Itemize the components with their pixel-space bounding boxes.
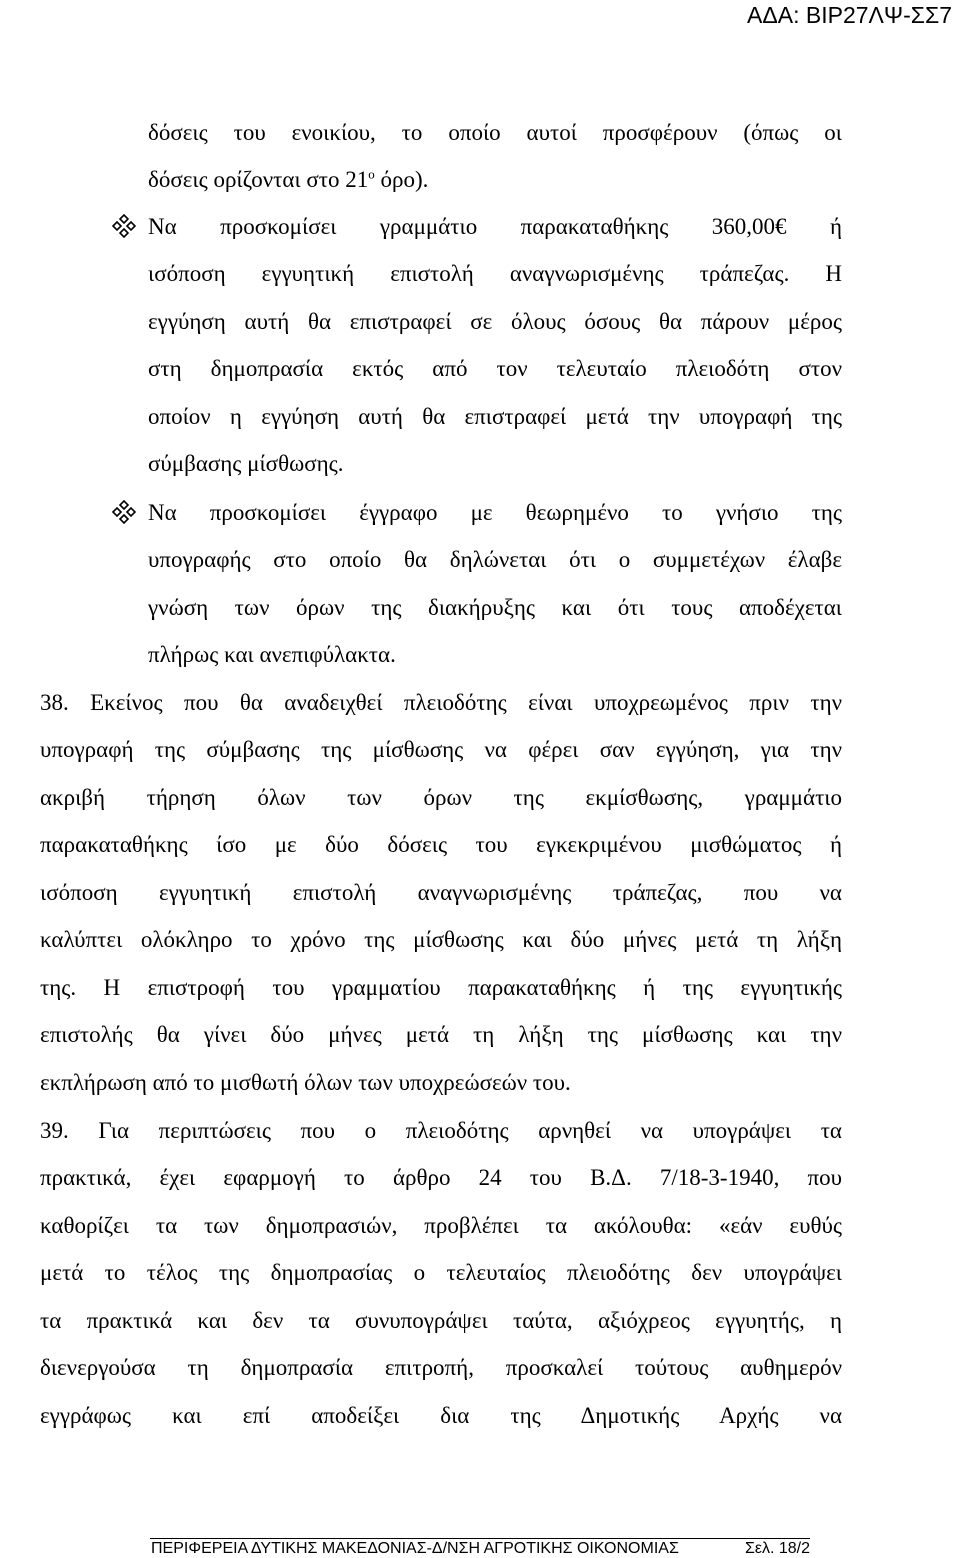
text-line: εγγράφως και επί αποδείξει δια της Δημοτικής Αρχής να xyxy=(40,1403,842,1428)
text-line: ισόποση εγγυητική επιστολή αναγνωρισμένης τράπεζας. Η xyxy=(148,261,842,286)
text-line: μετά το τέλος της δημοπρασίας ο τελευταίος πλειοδότης δεν υπογράψει xyxy=(40,1260,842,1285)
text-line: υπογραφή της σύμβασης της μίσθωσης να φέρει σαν εγγύηση, για την xyxy=(40,737,842,762)
page-number: Σελ. 18/2 xyxy=(744,1540,810,1557)
text-line: καλύπτει ολόκληρο το χρόνο της μίσθωσης και δύο μήνες μετά τη λήξη xyxy=(40,927,842,952)
four-diamond-bullet-icon xyxy=(112,214,136,238)
text-line: πλήρως και ανεπιφύλακτα. xyxy=(148,642,396,667)
text-line: Να προσκομίσει έγγραφο με θεωρημένο το γνήσιο της xyxy=(148,500,842,525)
text-line: δόσεις του ενοικίου, το οποίο αυτοί προσφέρουν (όπως οι xyxy=(148,120,842,145)
text-line: καθορίζει τα των δημοπρασιών, προβλέπει τα ακόλουθα: «εάν ευθύς xyxy=(40,1213,842,1238)
text-line: ισόποση εγγυητική επιστολή αναγνωρισμένης τράπεζας, που να xyxy=(40,880,842,905)
four-diamond-bullet-icon xyxy=(112,500,136,524)
text-line: σύμβασης μίσθωσης. xyxy=(148,451,344,476)
text-line: της. Η επιστροφή του γραμματίου παρακαταθήκης ή της εγγυητικής xyxy=(40,975,842,1000)
text-line: διενεργούσα τη δημοπρασία επιτροπή, προσκαλεί τούτους αυθημερόν xyxy=(40,1355,842,1380)
footer-divider xyxy=(150,1538,810,1539)
text-line: εγγύηση αυτή θα επιστραφεί σε όλους όσους θα πάρουν μέρος xyxy=(148,309,842,334)
text-line: 38. Εκείνος που θα αναδειχθεί πλειοδότης είναι υποχρεωμένος πριν την xyxy=(40,690,842,715)
text-line: δόσεις ορίζονται στο $21^o$ όρο). xyxy=(148,166,429,192)
text-line: εκπλήρωση από το μισθωτή όλων των υποχρεώσεών του. xyxy=(40,1070,571,1095)
text-line: στη δημοπρασία εκτός από τον τελευταίο πλειοδότη στον xyxy=(148,356,842,381)
text-line: τα πρακτικά και δεν τα συνυπογράψει ταύτα, αξιόχρεος εγγυητής, η xyxy=(40,1308,842,1333)
footer-organization: ΠΕΡΙΦΕΡΕΙΑ ΔΥΤΙΚΗΣ ΜΑΚΕΔΟΝΙΑΣ-Δ/ΝΣΗ ΑΓΡΟΤΙΚΗΣ ΟΙΚΟΝΟΜΙΑΣ xyxy=(151,1540,679,1557)
text-line: οποίον η εγγύηση αυτή θα επιστραφεί μετά την υπογραφή της xyxy=(148,404,842,429)
text-line: ακριβή τήρηση όλων των όρων της εκμίσθωσης, γραμμάτιο xyxy=(40,785,842,810)
text-line: Να προσκομίσει γραμμάτιο παρακαταθήκης 360,00€ ή xyxy=(148,214,842,239)
text-line: πρακτικά, έχει εφαρμογή το άρθρο 24 του Β.Δ. 7/18-3-1940, που xyxy=(40,1165,842,1190)
document-code: ΑΔΑ: ΒΙΡ27ΛΨ-ΣΣ7 xyxy=(747,2,952,28)
text-line: παρακαταθήκης ίσο με δύο δόσεις του εγκεκριμένου μισθώματος ή xyxy=(40,832,842,857)
text-line: επιστολής θα γίνει δύο μήνες μετά τη λήξη της μίσθωσης και την xyxy=(40,1022,842,1047)
text-line: 39. Για περιπτώσεις που ο πλειοδότης αρνηθεί να υπογράψει τα xyxy=(40,1118,842,1143)
text-line: υπογραφής στο οποίο θα δηλώνεται ότι ο συμμετέχων έλαβε xyxy=(148,547,842,572)
text-line: γνώση των όρων της διακήρυξης και ότι τους αποδέχεται xyxy=(148,595,842,620)
